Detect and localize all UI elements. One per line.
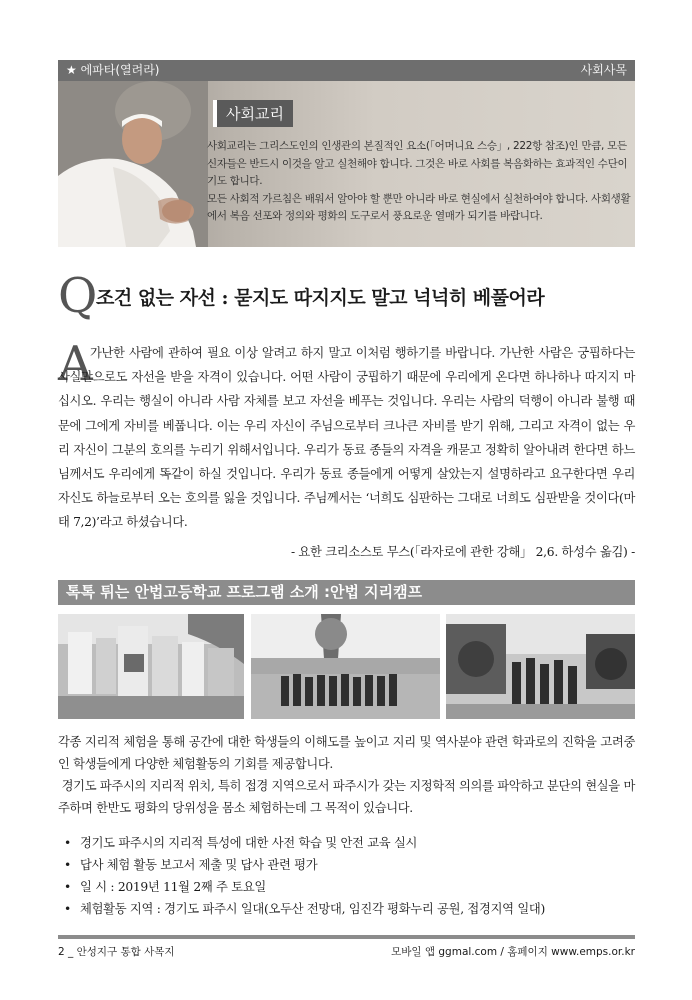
question-letter: Q bbox=[58, 268, 98, 324]
pope-praying-image bbox=[58, 81, 208, 247]
list-item: • 답사 체험 활동 보고서 제출 및 답사 관련 평가 bbox=[64, 854, 545, 876]
list-item: • 경기도 파주시의 지리적 특성에 대한 사전 학습 및 안전 교육 실시 bbox=[64, 832, 545, 854]
answer-letter: A bbox=[58, 336, 93, 392]
list-item: • 일 시 : 2019년 11월 2째 주 토요일 bbox=[64, 876, 545, 898]
photo-train-students bbox=[446, 614, 635, 719]
program-details-list bbox=[64, 832, 545, 920]
hero-paragraph: 모든 사회적 가르침은 배워서 알아야 할 뿐만 아니라 바로 현실에서 실천하여야 합니다. 사회생활에서 복음 선포와 정의와 평화의 도구로서 풍요로운 열매가 되기를 바랍니다. bbox=[207, 192, 631, 222]
footer-links: 모바일 앱 ggmal.com / 홈페이지 www.emps.or.kr bbox=[391, 946, 635, 958]
program-paragraph: 각종 지리적 체험을 통해 공간에 대한 학생들의 이해도를 높이고 지리 및 역사분야 관련 학과로의 진학을 고려중인 학생들에게 다양한 체험활동의 기회를 제공합니다. bbox=[58, 735, 635, 771]
program-description bbox=[58, 731, 635, 819]
hero-paragraph: 사회교리는 그리스도인의 인생관의 본질적인 요소(「어머니요 스승」, 222항 참조)인 만큼, 모든 신자들은 반드시 이것을 알고 실천해야 합니다. 그것은 바로 사회를 복음화하는 효과적인 수단이기도 합니다. bbox=[207, 140, 628, 187]
section-title-bar bbox=[58, 580, 635, 605]
section-name: ★ 에파타(열려라) bbox=[66, 63, 160, 77]
footer-page-label: 2 _ 안성지구 통합 사목지 bbox=[58, 946, 175, 958]
answer-body bbox=[58, 336, 635, 535]
question-title: 조건 없는 자선 : 묻지도 따지지도 말고 넉넉히 베풀어라 bbox=[96, 287, 545, 309]
hero-panel bbox=[58, 81, 635, 247]
program-paragraph: 경기도 파주시의 지리적 위치, 특히 접경 지역으로서 파주시가 갖는 지정학적 의의를 파악하고 분단의 현실을 마주하며 한반도 평화의 당위성을 몸소 체험하는데 그 목적이 있습니다. bbox=[58, 779, 636, 815]
hero-tag: 사회교리 bbox=[213, 100, 293, 127]
hero-text bbox=[207, 138, 632, 226]
footer-rule bbox=[58, 935, 635, 939]
section-category: 사회사목 bbox=[580, 63, 627, 77]
list-item: • 체험활동 지역 : 경기도 파주시 일대(오두산 전망대, 임진각 평화누리 공원, 접경지역 일대) bbox=[64, 898, 545, 920]
photo-peace-ribbons bbox=[58, 614, 244, 719]
answer-text: 가난한 사람에 관하여 필요 이상 알려고 하지 말고 이처럼 행하기를 바랍니다. 가난한 사람은 궁핍하다는 사실만으로도 자선을 받을 자격이 있습니다. 어떤 사람이 궁핍하기 때문에 우리에게 온다면 하나하나 따지지 마십시오. 우리는 행실이 아니라 사람 자체를 보고 자선을 베푸는 것입니다. 우리는 사람의 덕행이 아니라 불행 때문에 그에게 자비를 베풉니다. 이는 우리 자신이 주님으로부터 크나큰 자비를 받기 위해, 그리고 자격이 없는 우리 자신이 그분의 호의를 누리기 위해서입니다. 우리가 동료 종들의 자격을 캐묻고 정확히 알아내려 한다면 하느님께서도 우리에게 똑같이 하실 것입니다. 우리가 동료 종들에게 어떻게 살았는지 설명하라고 요구한다면 우리 자신도 하늘로부터 오는 호의를 잃을 것입니다. 주님께서는 ‘너희도 심판하는 그대로 너희도 심판받을 것이다(마태 7,2)’라고 하셨습니다. bbox=[58, 346, 635, 530]
answer-attribution: - 요한 크리소스토 무스(「라자로에 관한 강해」 2,6. 하성수 옮김) - bbox=[290, 545, 635, 559]
section-header-bar bbox=[58, 60, 635, 81]
photo-group-students bbox=[251, 614, 440, 719]
section-title: 톡톡 튀는 안법고등학교 프로그램 소개 :안법 지리캠프 bbox=[66, 583, 423, 601]
